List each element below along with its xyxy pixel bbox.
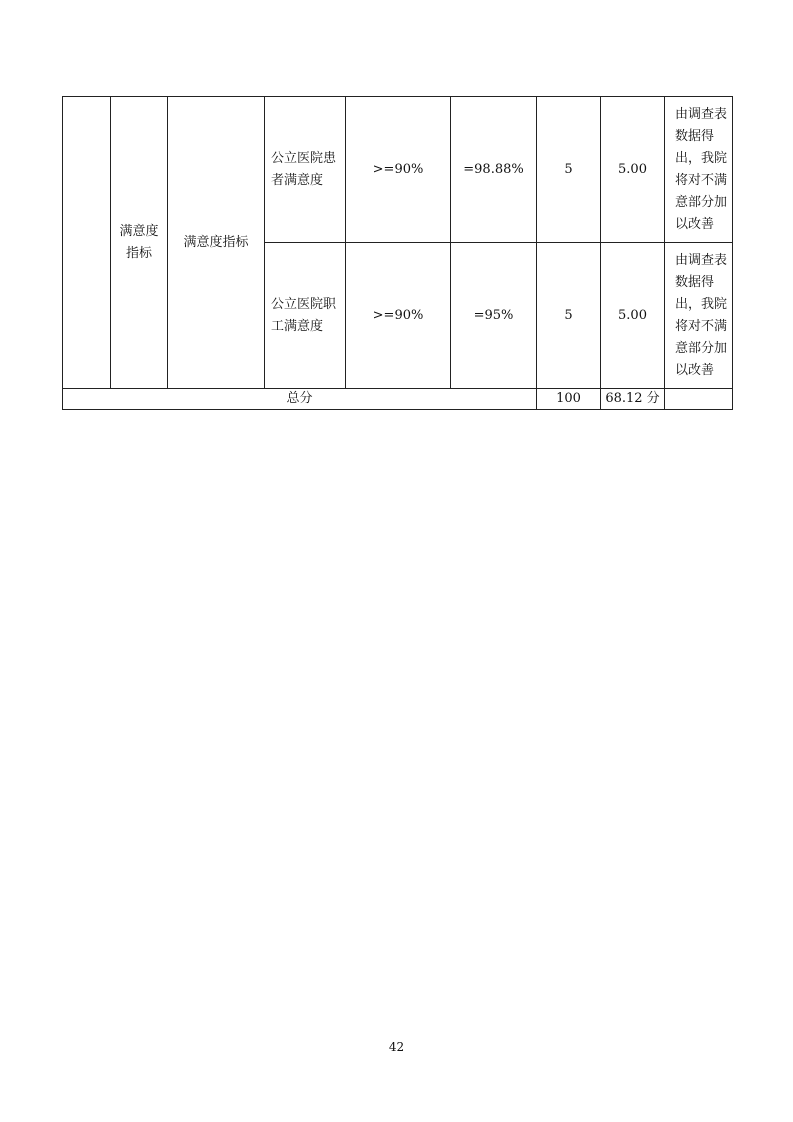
subgroup-label-cell: 满意度指标 — [168, 97, 265, 389]
total-row — [63, 389, 733, 410]
indicator-cell: 公立医院职工满意度 — [265, 243, 346, 389]
total-note-cell — [665, 389, 733, 410]
weight-cell: 5 — [537, 97, 601, 243]
score-cell: 5.00 — [601, 97, 665, 243]
target-cell: >=90% — [346, 243, 451, 389]
category-cell — [63, 97, 111, 389]
total-weight-cell: 100 — [537, 389, 601, 410]
actual-cell: =95% — [451, 243, 537, 389]
total-label-cell: 总分 — [63, 389, 537, 410]
page-number: 42 — [388, 1040, 405, 1054]
note-cell: 由调查表数据得出，我院将对不满意部分加以改善 — [665, 97, 733, 243]
performance-score-table — [62, 96, 733, 410]
total-score-cell: 68.12 分 — [601, 389, 665, 410]
target-cell: >=90% — [346, 97, 451, 243]
score-cell: 5.00 — [601, 243, 665, 389]
weight-cell: 5 — [537, 243, 601, 389]
table-row — [63, 97, 733, 243]
indicator-cell: 公立医院患者满意度 — [265, 97, 346, 243]
actual-cell: =98.88% — [451, 97, 537, 243]
group-label-cell: 满意度指标 — [111, 97, 168, 389]
note-cell: 由调查表数据得出，我院将对不满意部分加以改善 — [665, 243, 733, 389]
